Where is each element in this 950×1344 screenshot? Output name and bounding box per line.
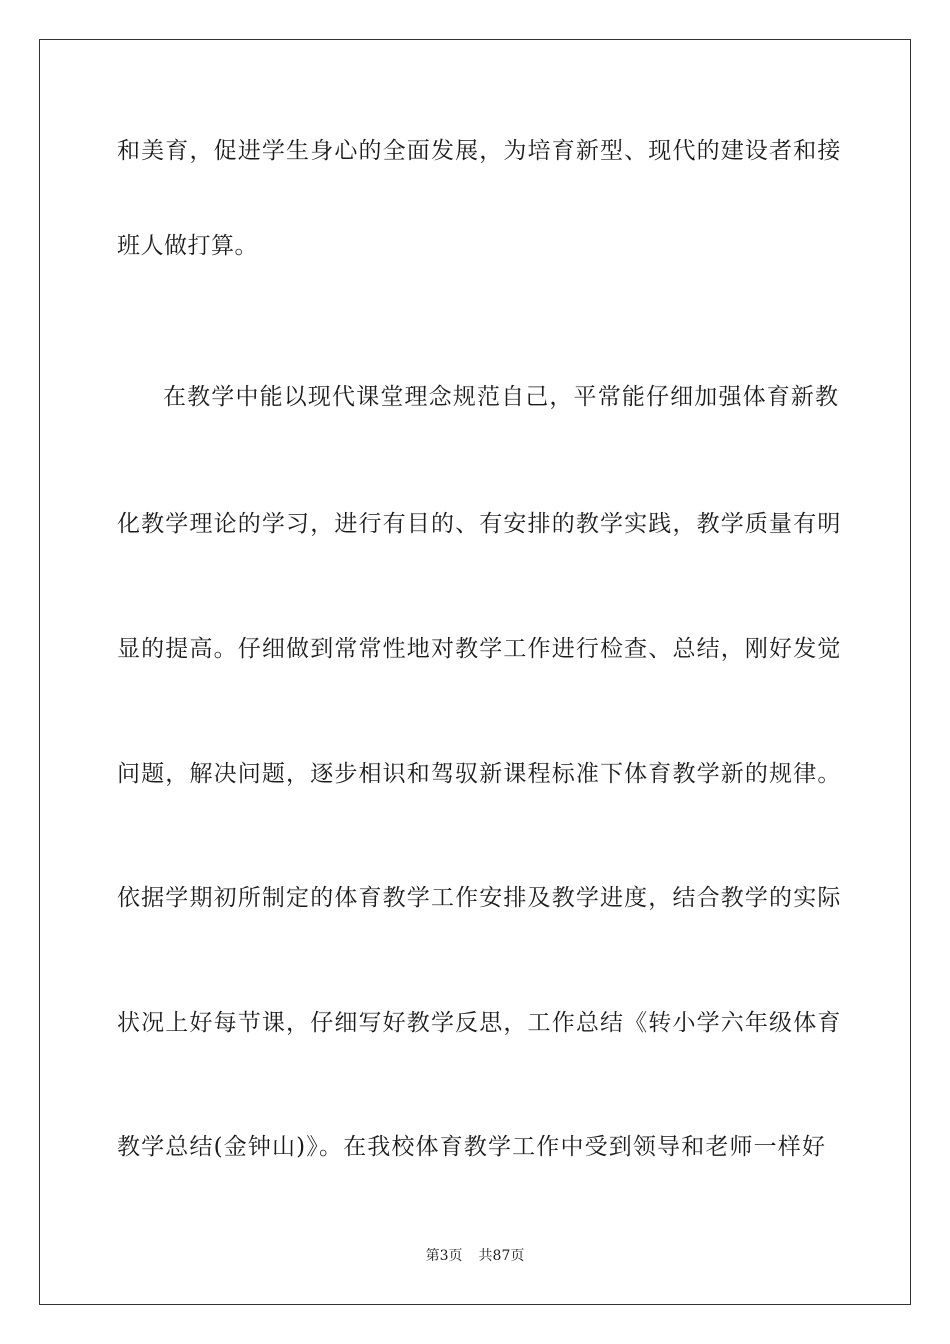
body-text-line: 依据学期初所制定的体育教学工作安排及教学进度，结合教学的实际 xyxy=(117,885,842,911)
page-number: 第3页 xyxy=(425,1248,463,1264)
page-footer xyxy=(0,1247,950,1265)
body-text-line: 化教学理论的学习，进行有目的、有安排的教学实践，教学质量有明 xyxy=(117,511,842,537)
paragraph-first-line: 在教学中能以现代课堂理念规范自己，平常能仔细加强体育新教 xyxy=(163,384,840,410)
body-text-line: 班人做打算。 xyxy=(117,233,258,259)
body-text-line: 状况上好每节课，仔细写好教学反思，工作总结《转小学六年级体育 xyxy=(117,1010,842,1036)
page-border xyxy=(39,39,911,1305)
body-text-line: 显的提高。仔细做到常常性地对教学工作进行检查、总结，刚好发觉 xyxy=(117,636,842,662)
body-text-line: 教学总结(金钟山)》。在我校体育教学工作中受到领导和老师一样好 xyxy=(117,1134,827,1160)
page-total: 共87页 xyxy=(478,1248,525,1264)
body-text-line: 和美育，促进学生身心的全面发展，为培育新型、现代的建设者和接 xyxy=(117,138,842,164)
body-text-line: 问题，解决问题，逐步相识和驾驭新课程标准下体育教学新的规律。 xyxy=(117,761,842,787)
